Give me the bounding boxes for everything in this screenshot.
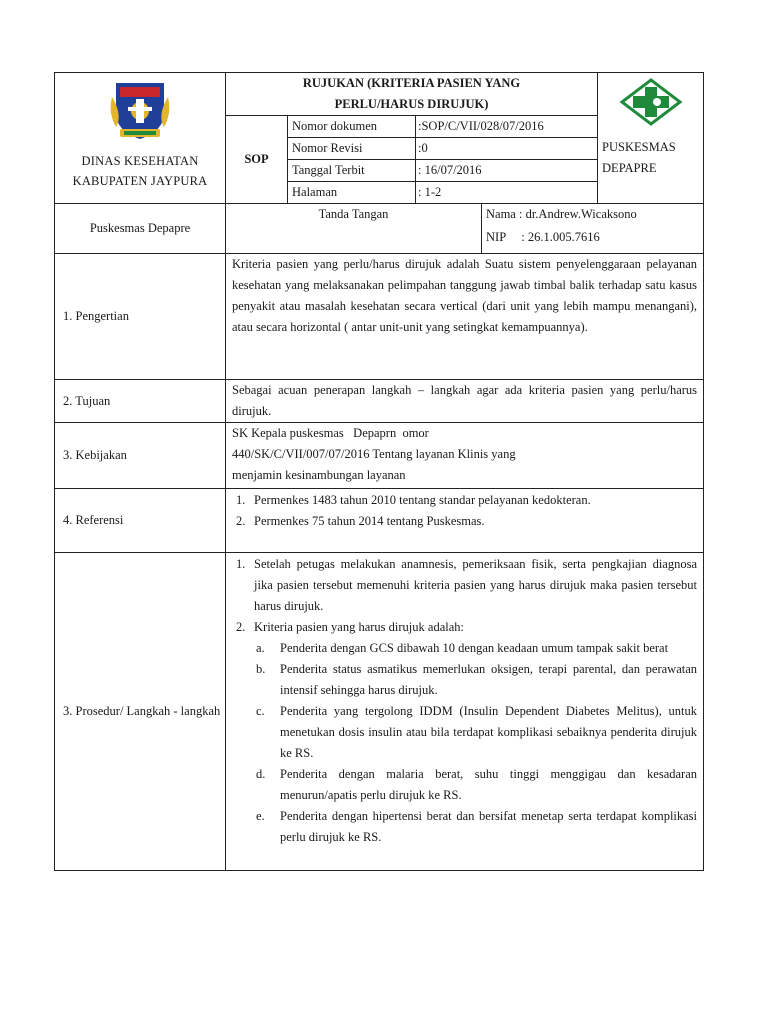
list-text: Kriteria pasien yang harus dirujuk adalah: xyxy=(254,620,464,634)
section-label-pengertian: 1. Pengertian xyxy=(55,254,226,380)
section-content-kebijakan xyxy=(226,423,704,489)
section-label-referensi: 4. Referensi xyxy=(55,489,226,553)
signer-nip: NIP : 26.1.005.7616 xyxy=(486,230,600,244)
document-title-line2: PERLU/HARUS DIRUJUK) xyxy=(334,97,489,111)
pengertian-text: Kriteria pasien yang perlu/harus dirujuk adalah Suatu sistem penyelenggaraan pelayanan kesehatan yang melaksanakan pelimpahan tanggung jawab timbal balik terhadap satu kasus penyakit atau masalah kesehatan secara vertical (dari unit yang lebih mampu menangani), atau secara horizontal ( antar unit-unit yang setingkat kemampuannya). xyxy=(232,257,698,334)
meta-key: Tanggal Terbit xyxy=(288,160,416,182)
list-letter: c. xyxy=(256,704,265,718)
org-header-cell xyxy=(55,73,226,204)
list-text: Penderita dengan GCS dibawah 10 dengan keadaan umum tampak sakit berat xyxy=(280,641,669,655)
puskesmas-logo-icon xyxy=(618,77,684,127)
document-title-cell xyxy=(226,73,598,116)
list-number: 1. xyxy=(236,493,246,507)
section-content-tujuan xyxy=(226,380,704,423)
list-item xyxy=(232,701,697,764)
meta-value: :SOP/C/VII/028/07/2016 xyxy=(416,116,598,138)
list-item xyxy=(232,490,697,511)
document-title-line1: RUJUKAN (KRITERIA PASIEN YANG xyxy=(302,76,521,90)
list-letter: b. xyxy=(256,662,266,676)
list-text: Penderita status asmatikus memerlukan oksigen, terapi parental, dan perawatan intensif sehingga harus dirujuk. xyxy=(280,662,698,697)
org-name-line1: DINAS KESEHATAN xyxy=(81,154,199,168)
puskesmas-label-line2: DEPAPRE xyxy=(602,161,657,175)
kabupaten-emblem-icon xyxy=(106,77,174,143)
meta-key: Halaman xyxy=(288,182,416,204)
list-text: Permenkes 1483 tahun 2010 tentang standar pelayanan kedokteran. xyxy=(254,493,591,507)
list-item xyxy=(232,511,697,532)
list-number: 1. xyxy=(236,557,246,571)
list-item xyxy=(232,806,697,848)
section-content-pengertian xyxy=(226,254,704,380)
kebijakan-line1: SK Kepala puskesmas Depaprn omor xyxy=(232,426,429,440)
sop-table xyxy=(54,72,704,871)
signer-name: Nama : dr.Andrew.Wicaksono xyxy=(486,207,637,221)
section-content-prosedur xyxy=(226,553,704,871)
kebijakan-line3: menjamin kesinambungan layanan xyxy=(232,468,406,482)
list-letter: e. xyxy=(256,809,265,823)
list-item xyxy=(232,554,697,617)
list-item xyxy=(232,617,697,638)
list-number: 2. xyxy=(236,620,246,634)
puskesmas-label-line1: PUSKESMAS xyxy=(602,140,676,154)
section-content-referensi xyxy=(226,489,704,553)
section-label-tujuan: 2. Tujuan xyxy=(55,380,226,423)
puskesmas-cell xyxy=(598,73,704,204)
signature-label: Tanda Tangan xyxy=(318,207,389,221)
meta-value: : 1-2 xyxy=(416,182,598,204)
meta-value: : 16/07/2016 xyxy=(416,160,598,182)
section-label-prosedur: 3. Prosedur/ Langkah - langkah xyxy=(55,553,226,871)
sop-label: SOP xyxy=(226,116,288,204)
unit-name: Puskesmas Depapre xyxy=(55,204,226,254)
list-letter: d. xyxy=(256,767,266,781)
meta-value: :0 xyxy=(416,138,598,160)
meta-key: Nomor Revisi xyxy=(288,138,416,160)
signature-cell xyxy=(226,204,482,254)
meta-key: Nomor dokumen xyxy=(288,116,416,138)
section-label-kebijakan: 3. Kebijakan xyxy=(55,423,226,489)
list-text: Penderita yang tergolong IDDM (Insulin Dependent Diabetes Melitus), untuk menetukan dosis insulin atau bila terdapat komplikasi sebaiknya penderita dirujuk ke RS. xyxy=(280,704,698,760)
list-item xyxy=(232,638,697,659)
list-item xyxy=(232,659,697,701)
kebijakan-line2: 440/SK/C/VII/007/07/2016 Tentang layanan Klinis yang xyxy=(232,447,516,461)
list-text: Permenkes 75 tahun 2014 tentang Puskesmas. xyxy=(254,514,485,528)
list-item xyxy=(232,764,697,806)
tujuan-text: Sebagai acuan penerapan langkah – langkah agar ada kriteria pasien yang perlu/harus dirujuk. xyxy=(232,383,698,418)
list-text: Penderita dengan malaria berat, suhu tinggi menggigau dan kesadaran menurun/apatis perlu dirujuk ke RS. xyxy=(280,767,698,802)
list-number: 2. xyxy=(236,514,246,528)
signer-info xyxy=(482,204,704,254)
list-text: Penderita dengan hipertensi berat dan bersifat menetap serta terdapat komplikasi perlu dirujuk ke RS. xyxy=(280,809,698,844)
list-letter: a. xyxy=(256,641,265,655)
list-text: Setelah petugas melakukan anamnesis, pemeriksaan fisik, serta pengkajian diagnosa jika pasien tersebut memenuhi kriteria pasien yang harus dirujuk maka pasien tersebut harus dirujuk. xyxy=(254,557,698,613)
org-name-line2: KABUPATEN JAYPURA xyxy=(72,174,208,188)
